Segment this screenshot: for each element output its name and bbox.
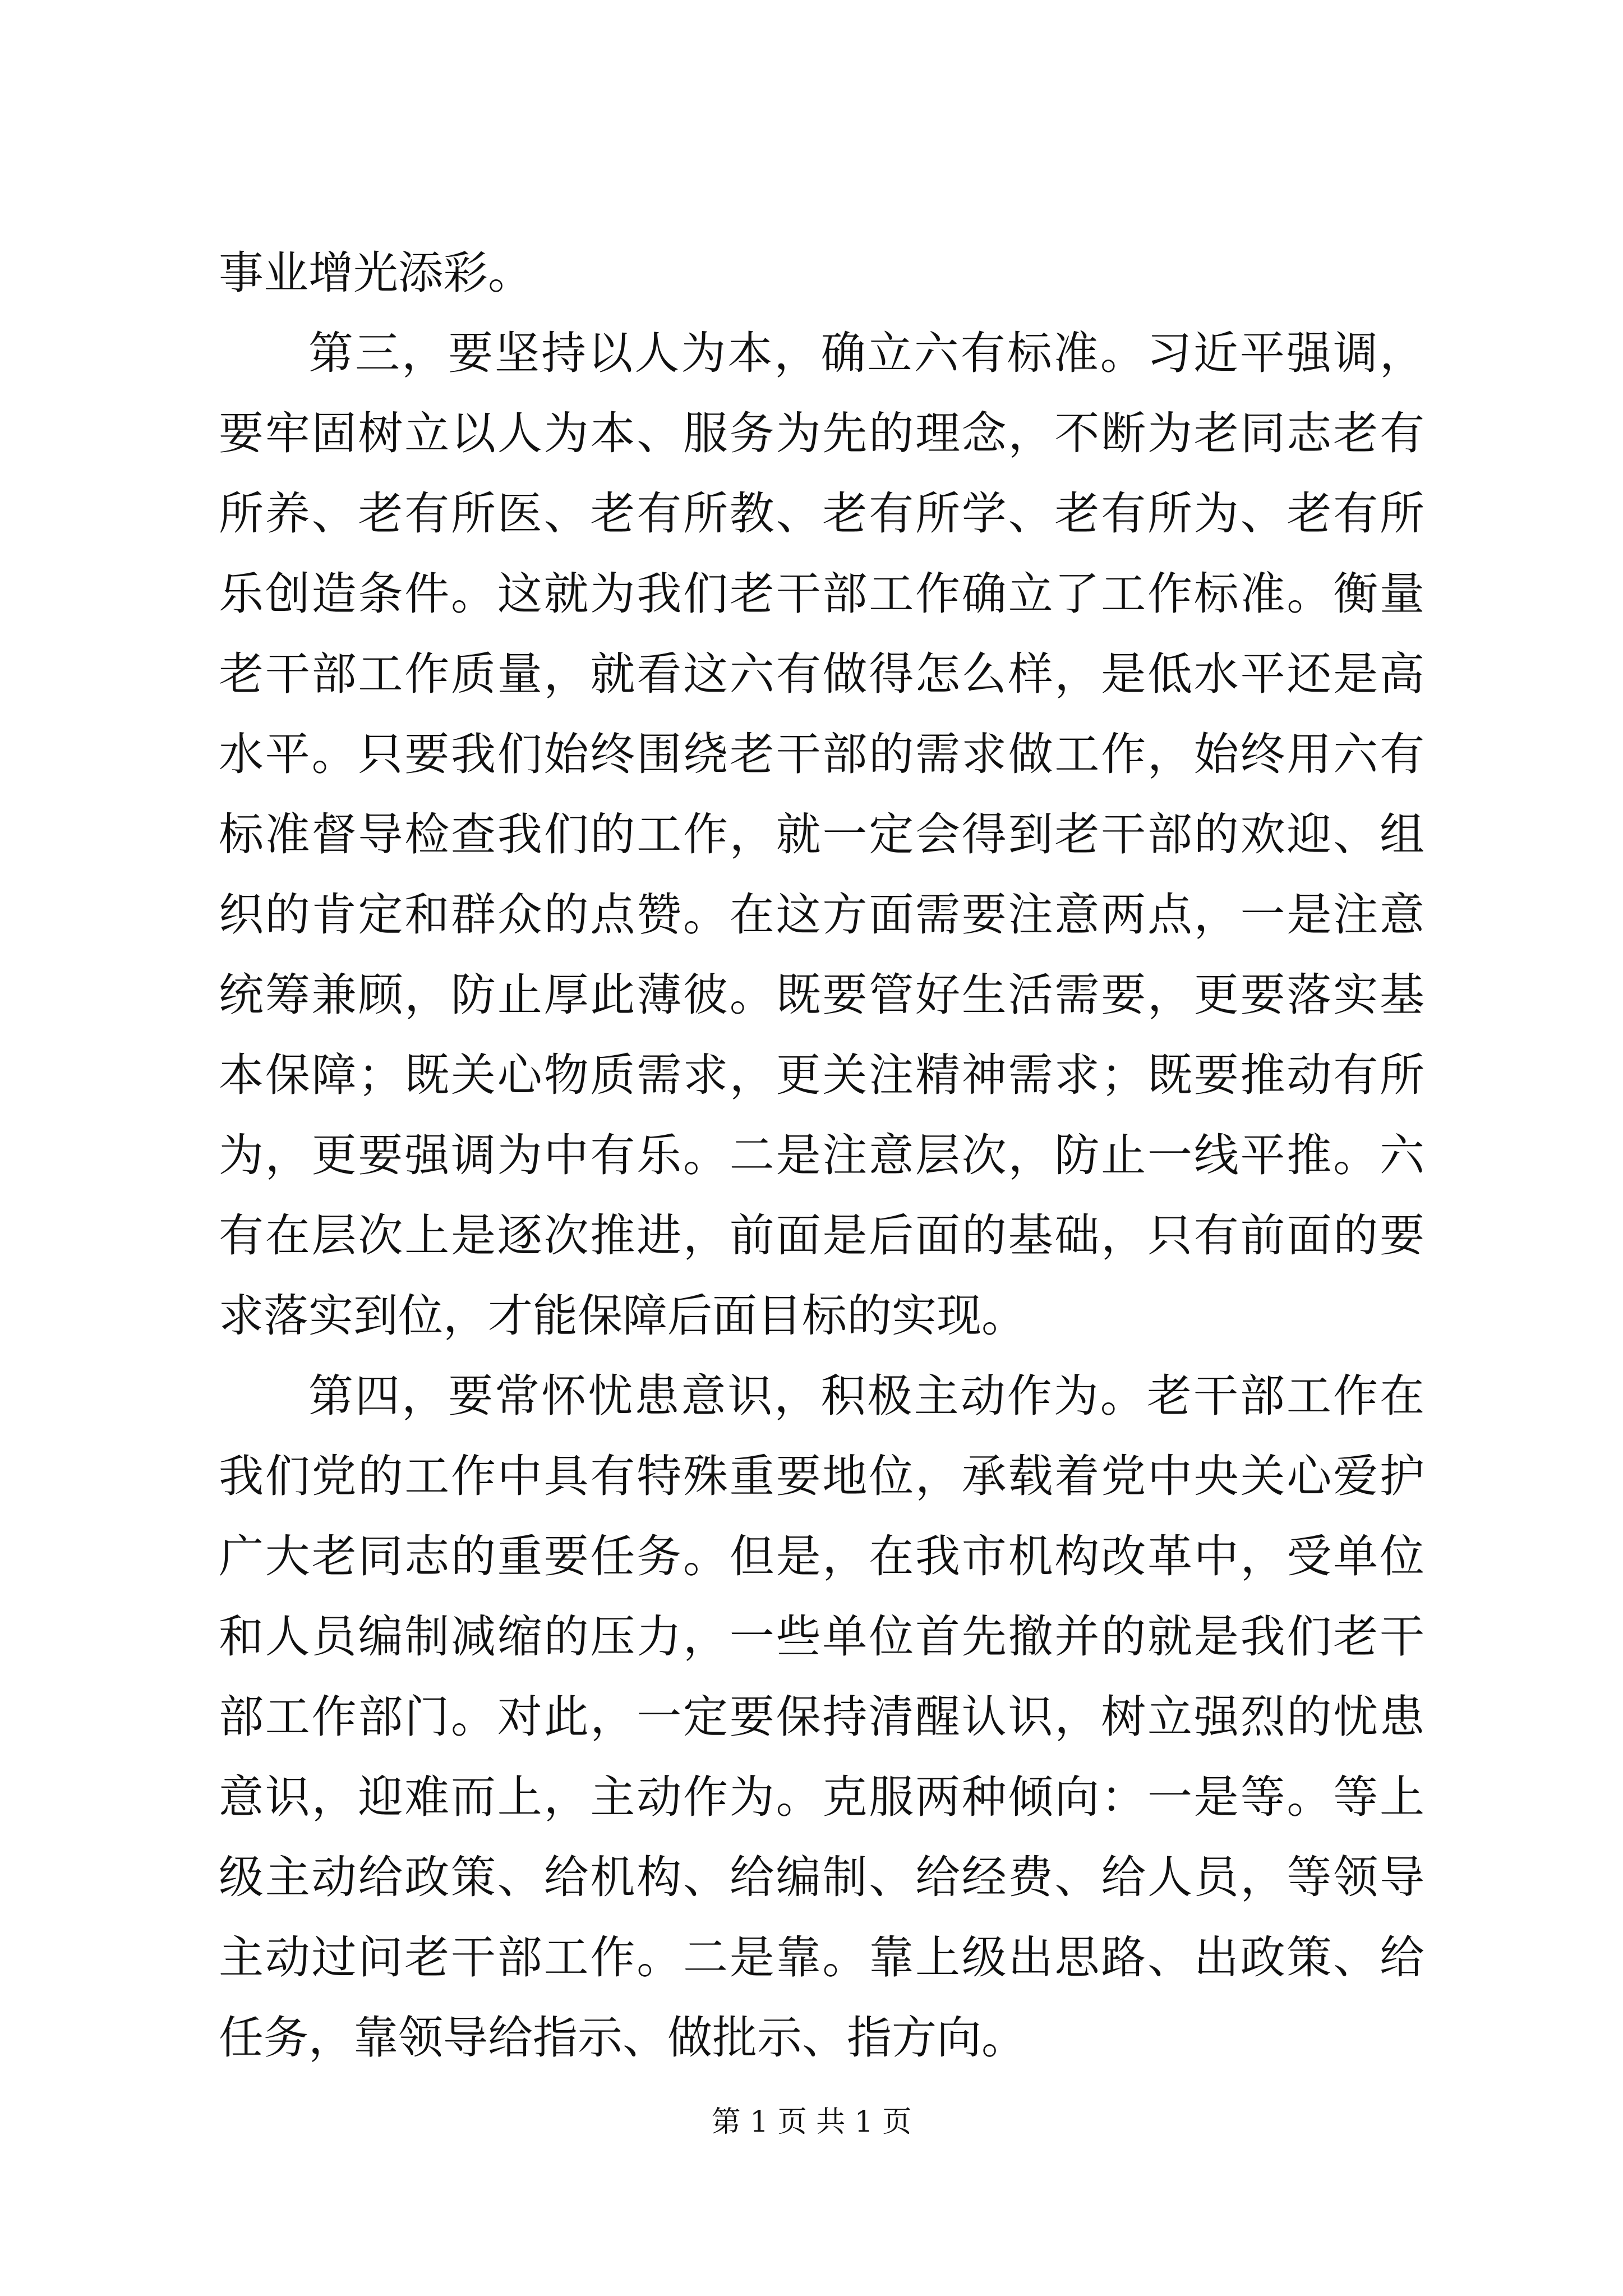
- page-footer: 第 1 页 共 1 页: [711, 2105, 912, 2139]
- paragraph-1: 事业增光添彩。: [219, 247, 533, 299]
- document-body: [219, 233, 1424, 2078]
- paragraph-3: 第四，要常怀忧患意识，积极主动作为。老干部工作在我们党的工作中具有特殊重要地位，承载着党中央关心爱护广大老同志的重要任务。但是，在我市机构改革中，受单位和人员编制减缩的压力，一些单位首先撤并的就是我们老干部工作部门。对此，一定要保持清醒认识，树立强烈的忧患意识，迎难而上，主动作为。克服两种倾向：一是等。等上级主动给政策、给机构、给编制、给经费、给人员，等领导主动过问老干部工作。二是靠。靠上级出思路、出政策、给任务，靠领导给指示、做批示、指方向。: [219, 1370, 1424, 2064]
- paragraph-2: 第三，要坚持以人为本，确立六有标准。习近平强调，要牢固树立以人为本、服务为先的理念，不断为老同志老有所养、老有所医、老有所教、老有所学、老有所为、老有所乐创造条件。这就为我们老干部工作确立了工作标准。衡量老干部工作质量，就看这六有做得怎么样，是低水平还是高水平。只要我们始终围绕老干部的需求做工作，始终用六有标准督导检查我们的工作，就一定会得到老干部的欢迎、组织的肯定和群众的点赞。在这方面需要注意两点，一是注意统筹兼顾，防止厚此薄彼。既要管好生活需要，更要落实基本保障；既关心物质需求，更关注精神需求；既要推动有所为，更要强调为中有乐。二是注意层次，防止一线平推。六有在层次上是逐次推进，前面是后面的基础，只有前面的要求落实到位，才能保障后面目标的实现。: [219, 327, 1424, 1342]
